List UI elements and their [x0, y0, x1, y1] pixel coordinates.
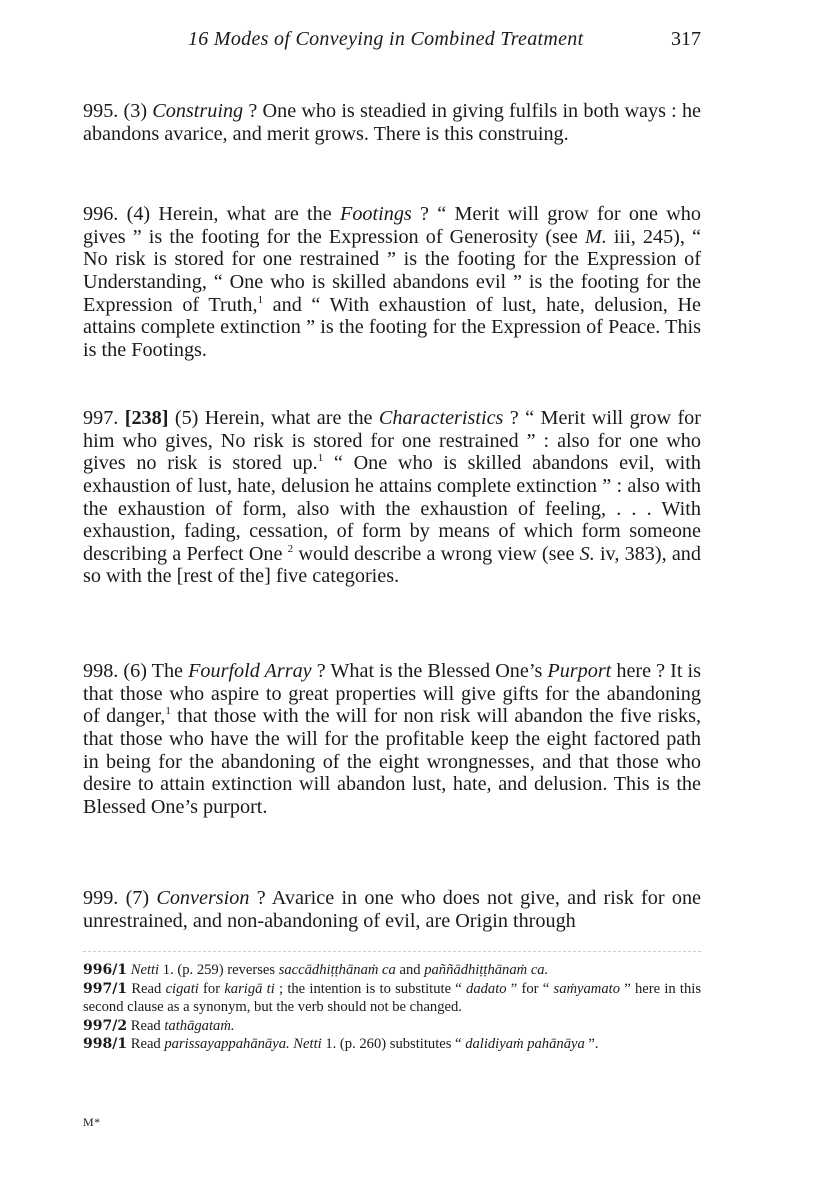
footnote-key: 997/1: [83, 980, 128, 997]
text-run: ”.: [584, 1036, 599, 1052]
text-run: 998. (6) The: [83, 660, 189, 683]
text-run: would describe a wrong view (see: [293, 542, 580, 565]
text-run: 1. (p. 259) reverses: [159, 962, 279, 978]
italic-run: Purport: [547, 660, 612, 683]
text-run: that those with the will for non risk will abandon the five risks, that those who have the will for the profitable keep the eight factored path in being for the abandoning of the eight wrongnesses, and that those who desire to attain extinction will abandon lust, hate, and delusion. This is the Blessed One’s purport.: [83, 705, 701, 818]
text-run: 997.: [83, 407, 125, 430]
text-run: Read: [127, 1017, 165, 1034]
paragraph-999: [83, 887, 701, 932]
italic-run: saṁyamato: [553, 980, 620, 997]
italic-run: dalidiyaṁ pahānāya: [465, 1036, 585, 1052]
footnote-text: [127, 1036, 598, 1052]
footnote-997-2: [83, 1017, 701, 1036]
italic-run: Footings: [339, 203, 412, 226]
footnote-text: [83, 981, 701, 1016]
footnotes: [83, 961, 701, 1054]
italic-run: Netti: [130, 962, 160, 978]
italic-run: tathāgataṁ.: [164, 1017, 235, 1034]
text-run: “ One who is skilled abandons evil, with exhaustion of lust, hate, delusion he attains complete extinction ” : also with the exhaustion of form, also with the exhaustion of feeling, . . . With exhaustion, fading, cessation, of form by means of which form someone describing a Perfect One: [83, 452, 701, 565]
paragraph-998: [83, 660, 701, 818]
text-run: ? “ Merit will grow for him who gives, No risk is stored for one restrained ” : also for one who gives no risk is stored up.: [83, 407, 701, 475]
italic-run: saccādhiṭṭhānaṁ ca: [278, 962, 396, 978]
footnote-996-1: [83, 961, 701, 980]
italic-run: cigati: [165, 980, 199, 997]
text-run: 999. (7): [83, 887, 157, 910]
footnote-ref: 2: [287, 542, 294, 555]
footnote-text: [127, 1018, 234, 1034]
text-run: ? What is the Blessed One’s: [311, 660, 548, 683]
footnote-text: [127, 962, 548, 978]
italic-run: Conversion: [156, 887, 250, 910]
text-run: and “ With exhaustion of lust, hate, delusion, He attains complete extinction ” is the footing for the Expression of Peace. This is the Footings.: [83, 293, 701, 361]
italic-run: Characteristics: [378, 407, 504, 430]
footnote-998-1: [83, 1035, 701, 1054]
text-run: here ? It is that those who aspire to great properties will give gifts for the abandoning of danger,: [83, 660, 702, 728]
footnote-key: 998/1: [83, 1036, 128, 1052]
text-run: (5) Herein, what are the: [168, 407, 379, 430]
text-run: ” for “: [506, 980, 554, 997]
text-run: ? One who is steadied in giving fulfils in both ways : he abandons avarice, and merit grows. There is this construing.: [83, 100, 701, 145]
text-run: and: [395, 962, 425, 978]
italic-run: paññādhiṭṭhānaṁ ca.: [424, 962, 549, 978]
footnote-ref: 1: [165, 705, 171, 718]
italic-run: M.: [584, 225, 607, 248]
text-run: Read: [127, 980, 166, 997]
footnote-key: 997/2: [83, 1017, 128, 1034]
paragraph-997: [83, 407, 701, 588]
text-run: Read: [127, 1036, 165, 1052]
italic-run: parissayappahānāya.: [164, 1036, 290, 1052]
signature-mark: M*: [83, 1115, 101, 1129]
footnote-ref: 1: [317, 452, 324, 465]
footnote-key: 996/1: [83, 962, 128, 978]
running-head: [83, 28, 701, 54]
italic-run: S.: [579, 542, 595, 565]
page-number: 317: [671, 28, 701, 50]
text-run: 995. (3): [83, 100, 153, 123]
footnote-separator: [83, 951, 701, 952]
text-run: ” here in this second clause as a synonym, but the verb should not be changed.: [83, 980, 701, 1015]
italic-run: karigā ti: [224, 980, 275, 997]
paragraph-995: [83, 100, 701, 145]
text-run: iv, 383), and so with the [rest of the] five categories.: [83, 542, 701, 588]
text-run: ? “ Merit will grow for one who gives ” is the footing for the Expression of Generosity (see: [83, 203, 701, 248]
footnote-ref: 1: [257, 293, 264, 306]
italic-run: Fourfold Array: [188, 660, 312, 683]
paragraph-996: [83, 203, 701, 361]
bold-run: [238]: [124, 407, 169, 430]
italic-run: Netti: [293, 1036, 322, 1052]
text-run: 996. (4) Herein, what are the: [83, 203, 340, 226]
text-run: iii, 245), “ No risk is stored for one restrained ” is the footing for the Expression of Understanding, “ One who is skilled abandons evil ” is the footing for the Expression of Truth,: [83, 225, 701, 316]
italic-run: dadato: [466, 980, 507, 997]
footnote-997-1: [83, 980, 701, 1017]
running-title: 16 Modes of Conveying in Combined Treatment: [188, 28, 584, 50]
text-run: ? Avarice in one who does not give, and risk for one unrestrained, and non-abandoning of evil, are Origin through: [83, 887, 701, 932]
text-run: 1. (p. 260) substitutes “: [321, 1036, 466, 1052]
text-run: for: [198, 980, 225, 997]
text-run: ; the intention is to substitute “: [274, 980, 467, 997]
italic-run: Construing: [152, 100, 244, 123]
